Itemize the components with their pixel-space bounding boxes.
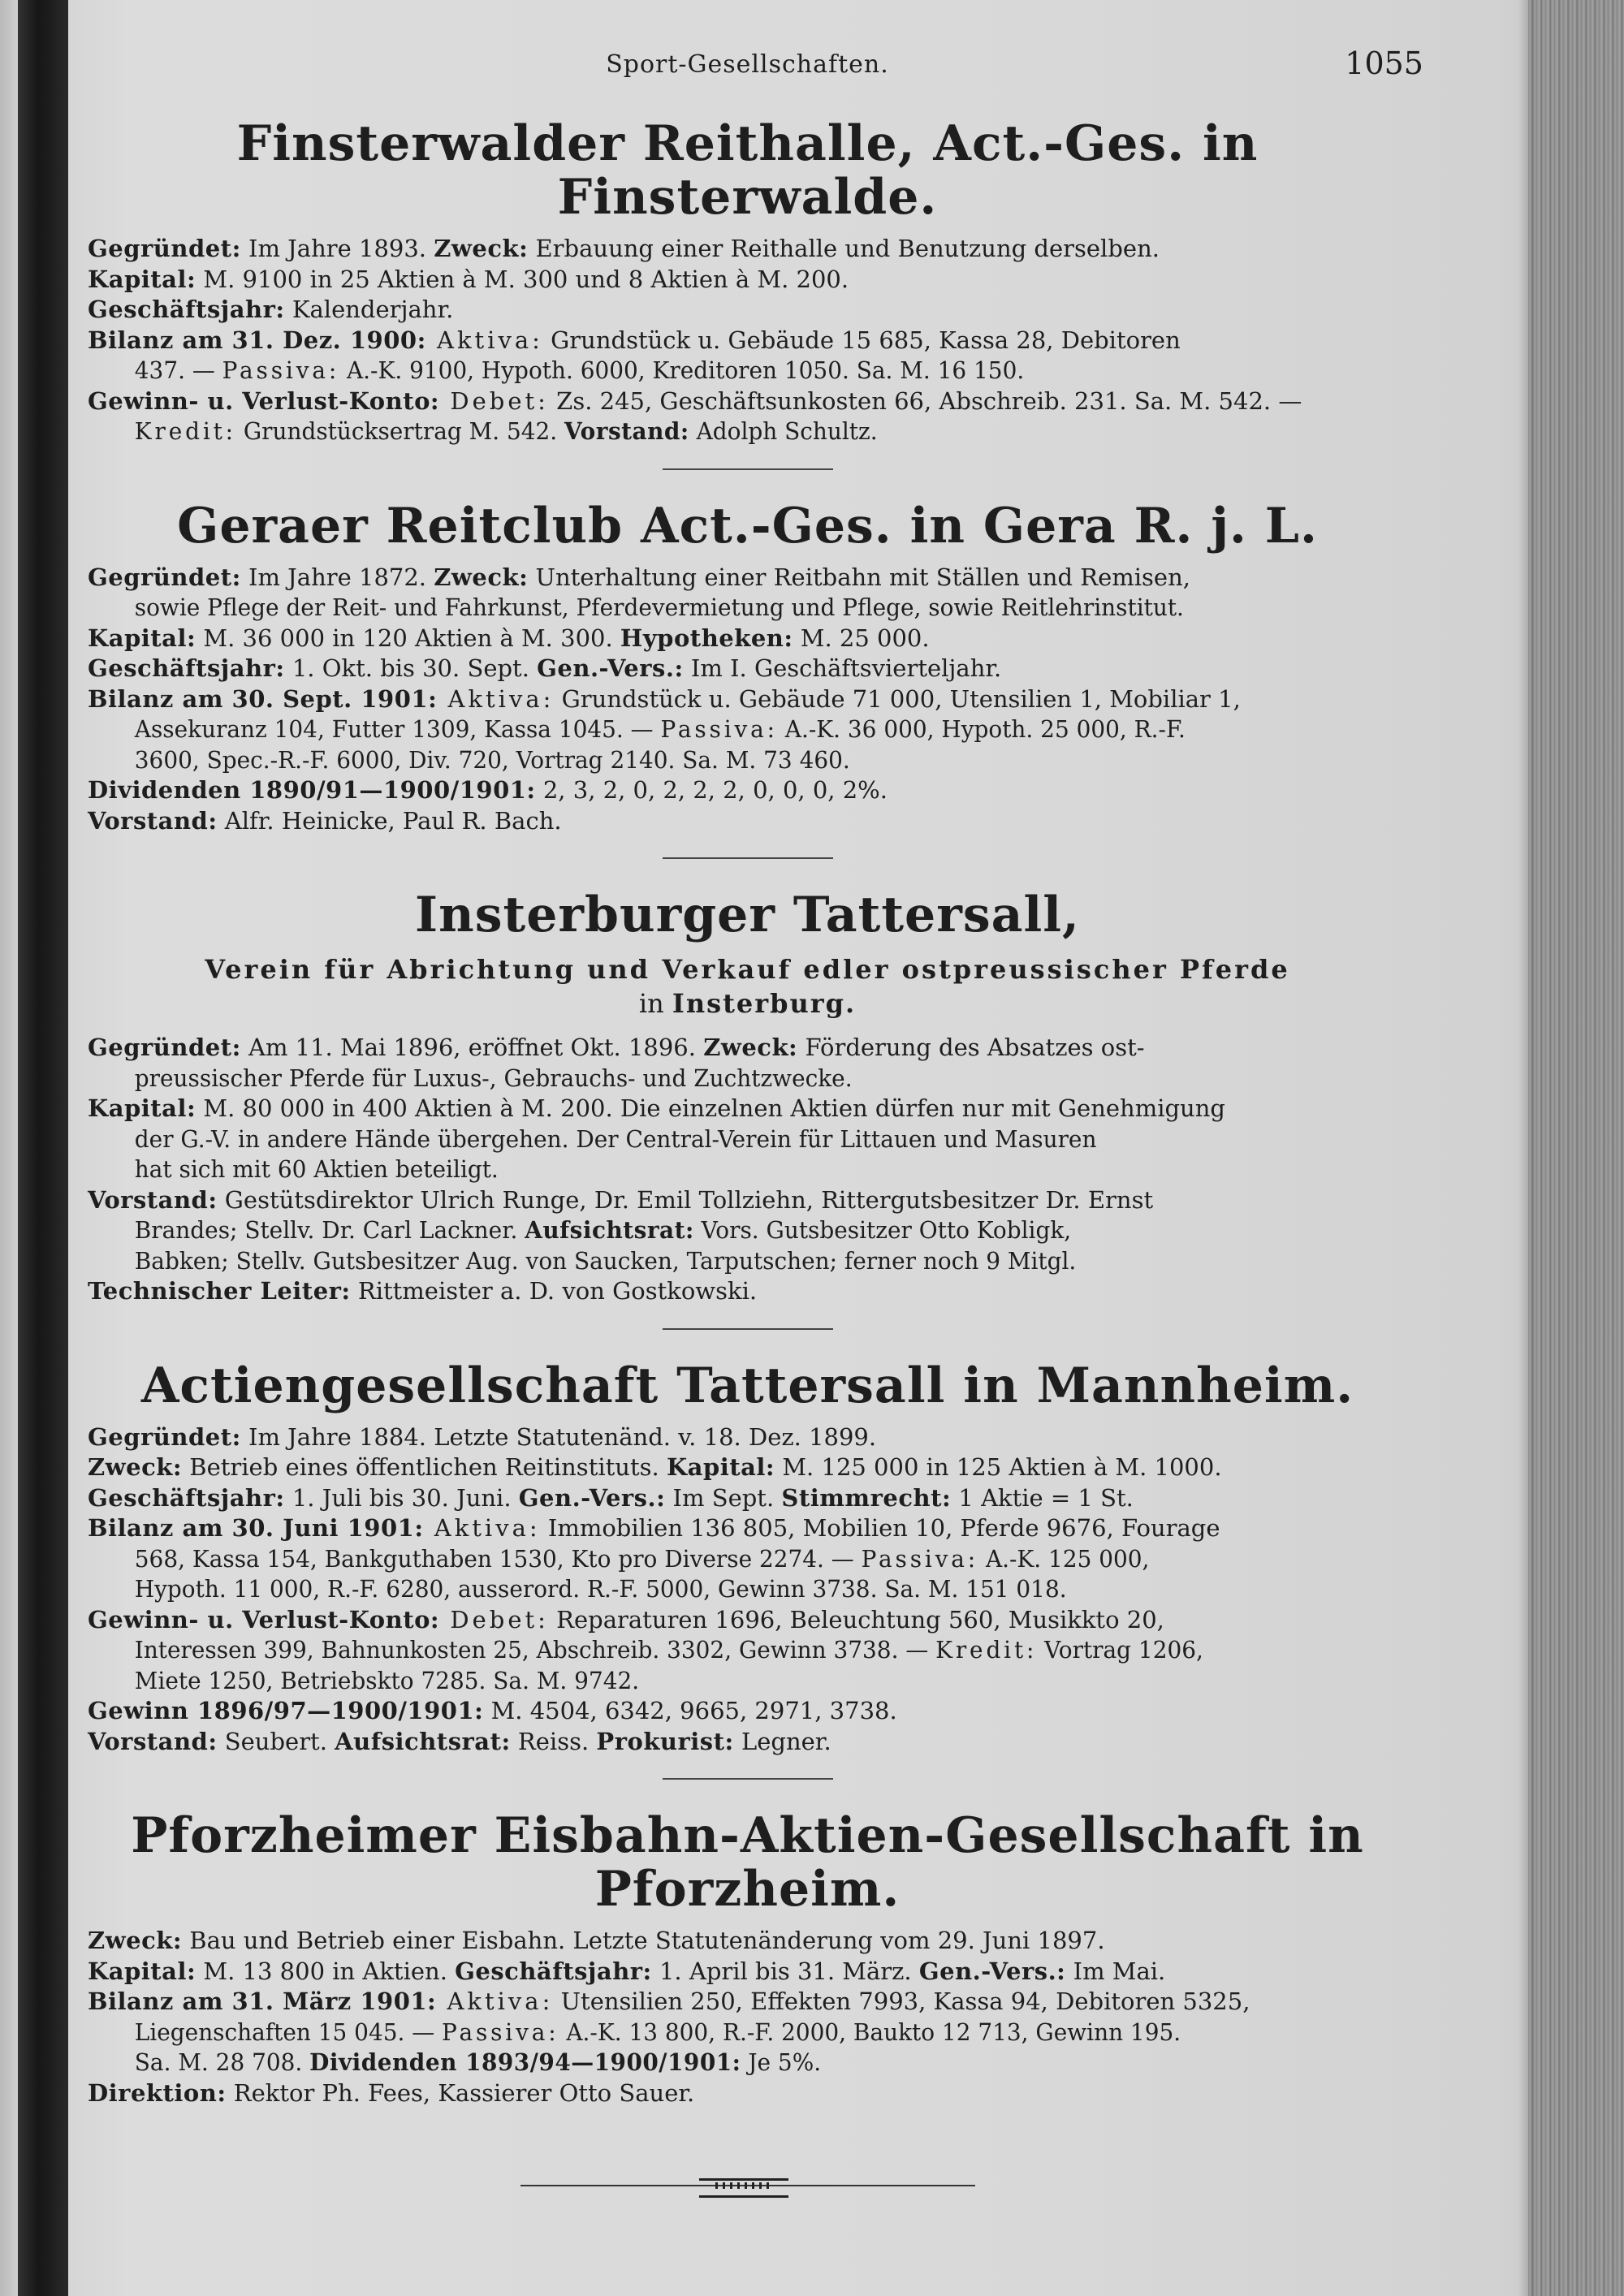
field-label: Dividenden 1893/94—1900/1901: xyxy=(309,2048,741,2076)
line-text: Liegenschaften 15 045. — xyxy=(134,2018,443,2046)
entry-line xyxy=(88,356,1358,386)
line-text: Adolph Schultz. xyxy=(689,417,878,445)
entry-line xyxy=(88,1033,1407,1064)
entry-line xyxy=(88,234,1407,265)
line-text: preussischer Pferde für Luxus-, Gebrauchs- und Zuchtzwecke. xyxy=(134,1064,853,1092)
spaced-label: Debet: xyxy=(439,1605,549,1634)
spaced-label: Aktiva: xyxy=(436,1987,554,2015)
entry-line xyxy=(88,1605,1407,1636)
line-text: Brandes; Stellv. Dr. Carl Lackner. xyxy=(134,1216,525,1244)
line-text: Rektor Ph. Fees, Kassierer Otto Sauer. xyxy=(226,2078,695,2107)
line-text: Betrieb eines öffentlichen Reitinstituts. xyxy=(182,1453,667,1481)
field-label: Geschäftsjahr: xyxy=(88,1483,285,1512)
entry-line xyxy=(88,1483,1407,1514)
field-label: Geschäftsjahr: xyxy=(88,296,285,323)
book-spine-shadow xyxy=(18,0,68,2296)
company-subtitle: Verein für Abrichtung und Verkauf edler ostpreussischer Pferde xyxy=(205,954,1290,985)
field-label: Stimmrecht: xyxy=(781,1483,952,1512)
running-head xyxy=(88,42,1423,83)
line-text: M. 25 000. xyxy=(793,624,930,652)
entry-line xyxy=(88,2018,1358,2048)
entry-line xyxy=(88,1727,1407,1758)
entry-line xyxy=(88,1094,1407,1124)
field-label: Gen.-Vers.: xyxy=(518,1483,666,1512)
line-text: Je 5%. xyxy=(741,2048,822,2076)
book-page-edges xyxy=(1528,0,1624,2296)
entry-line xyxy=(88,1154,1358,1185)
entry-line xyxy=(88,265,1407,296)
company-entry xyxy=(88,499,1407,837)
spaced-label: Aktiva: xyxy=(423,1514,541,1542)
spaced-label: Kredit: xyxy=(935,1636,1038,1664)
entry-line xyxy=(88,1666,1358,1697)
company-title: Pforzheimer Eisbahn-Aktien-Gesellschaft in Pforzheim. xyxy=(131,1807,1364,1918)
spaced-label: Passiva: xyxy=(861,1544,979,1573)
entry-line xyxy=(88,1452,1407,1483)
line-text: Miete 1250, Betriebskto 7285. Sa. M. 9742. xyxy=(134,1666,640,1694)
field-label: Geschäftsjahr: xyxy=(88,654,285,682)
location-prefix: in xyxy=(638,988,672,1019)
line-text: 1. Okt. bis 30. Sept. xyxy=(284,654,538,682)
line-text: Bau und Betrieb einer Eisbahn. Letzte Statutenänderung vom 29. Juni 1897. xyxy=(182,1927,1105,1954)
field-label: Bilanz am 30. Juni 1901: xyxy=(88,1514,424,1542)
entry-separator xyxy=(663,1328,833,1330)
page-content xyxy=(88,42,1423,2198)
line-text: der G.-V. in andere Hände übergehen. Der Central-Verein für Littauen und Masuren xyxy=(134,1124,1097,1153)
line-text: Interessen 399, Bahnunkosten 25, Abschreib. 3302, Gewinn 3738. — xyxy=(134,1636,936,1664)
field-label: Zweck: xyxy=(88,1927,183,1954)
field-label: Gegründet: xyxy=(88,1034,241,1061)
location-name: Insterburg. xyxy=(672,988,857,1019)
field-label: Aufsichtsrat: xyxy=(335,1727,511,1755)
entry-line xyxy=(88,1987,1407,2018)
entry-line xyxy=(88,326,1407,356)
entry-line xyxy=(88,1957,1407,1987)
spaced-label: Passiva: xyxy=(660,715,778,743)
line-text: Im I. Geschäftsvierteljahr. xyxy=(683,654,1002,682)
entry-line xyxy=(88,1185,1407,1216)
company-title: Finsterwalder Reithalle, Act.-Ges. in Finsterwalde. xyxy=(236,115,1259,226)
company-entry xyxy=(88,888,1407,1307)
company-entry xyxy=(88,1809,1407,2108)
entry-line xyxy=(88,593,1358,624)
entry-line xyxy=(88,1696,1407,1727)
company-title: Geraer Reitclub Act.-Ges. in Gera R. j. L. xyxy=(177,497,1318,555)
line-text: Assekuranz 104, Futter 1309, Kassa 1045. — xyxy=(134,715,661,743)
line-text: 568, Kassa 154, Bankguthaben 1530, Kto pro Diverse 2274. — xyxy=(134,1544,862,1573)
entries-list xyxy=(88,117,1407,2108)
entry-line xyxy=(88,1246,1358,1277)
entry-separator xyxy=(663,1778,833,1780)
line-text: M. 125 000 in 125 Aktien à M. 1000. xyxy=(775,1453,1222,1481)
line-text: hat sich mit 60 Aktien beteiligt. xyxy=(134,1155,499,1183)
entry-separator xyxy=(663,468,833,470)
field-label: Zweck: xyxy=(88,1453,183,1481)
entry-line xyxy=(88,714,1358,745)
field-label: Bilanz am 31. Dez. 1900: xyxy=(88,326,426,354)
field-label: Technischer Leiter: xyxy=(88,1277,351,1305)
line-text: Legner. xyxy=(733,1727,831,1755)
line-text: Grundstücksertrag M. 542. xyxy=(235,417,565,445)
entry-separator xyxy=(663,857,833,859)
line-text: M. 13 800 in Aktien. xyxy=(196,1957,456,1985)
line-text: Hypoth. 11 000, R.-F. 6280, ausserord. R.-F. 5000, Gewinn 3738. Sa. M. 151 018. xyxy=(134,1575,1067,1603)
page-number: 1055 xyxy=(1345,45,1423,81)
field-label: Gewinn 1896/97—1900/1901: xyxy=(88,1697,484,1724)
line-text: Babken; Stellv. Gutsbesitzer Aug. von Saucken, Tarputschen; ferner noch 9 Mitgl. xyxy=(134,1246,1077,1275)
line-text: 1 Aktie = 1 St. xyxy=(951,1483,1134,1512)
line-text: Im Mai. xyxy=(1065,1957,1166,1985)
line-text: 1. Juli bis 30. Juni. xyxy=(284,1483,519,1512)
entry-line xyxy=(88,1544,1358,1575)
line-text: Vors. Gutsbesitzer Otto Kobligk, xyxy=(693,1216,1072,1244)
entry-line xyxy=(88,1574,1358,1605)
line-text: 437. — xyxy=(134,356,222,384)
field-label: Vorstand: xyxy=(88,1727,218,1755)
field-label: Prokurist: xyxy=(596,1727,734,1755)
entry-line xyxy=(88,745,1358,776)
end-ornament xyxy=(520,2173,975,2198)
line-text: 2, 3, 2, 0, 2, 2, 2, 0, 0, 0, 2%. xyxy=(535,776,888,804)
line-text: A.-K. 36 000, Hypoth. 25 000, R.-F. xyxy=(777,715,1186,743)
field-label: Hypotheken: xyxy=(620,624,793,652)
spaced-label: Debet: xyxy=(439,386,549,415)
line-text: Alfr. Heinicke, Paul R. Bach. xyxy=(217,806,562,835)
line-text: Im Jahre 1884. Letzte Statutenänd. v. 18. Dez. 1899. xyxy=(240,1422,877,1451)
entry-line xyxy=(88,386,1407,417)
entry-line xyxy=(88,1513,1407,1544)
entry-line xyxy=(88,2078,1407,2109)
entry-line xyxy=(88,1422,1407,1453)
spaced-label: Passiva: xyxy=(222,356,340,384)
line-text: Im Jahre 1893. xyxy=(240,235,434,262)
field-label: Vorstand: xyxy=(564,417,689,445)
spaced-label: Aktiva: xyxy=(437,684,555,713)
line-text: Zs. 245, Geschäftsunkosten 66, Abschreib. 231. Sa. M. 542. — xyxy=(548,386,1302,415)
line-text: M. 4504, 6342, 9665, 2971, 3738. xyxy=(483,1697,897,1724)
field-label: Gen.-Vers.: xyxy=(918,1957,1066,1985)
field-label: Gen.-Vers.: xyxy=(537,654,684,682)
field-label: Gegründet: xyxy=(88,235,241,262)
line-text: Utensilien 250, Effekten 7993, Kassa 94, Debitoren 5325, xyxy=(553,1987,1250,2015)
entry-line xyxy=(88,1124,1358,1155)
line-text: Grundstück u. Gebäude 15 685, Kassa 28, Debitoren xyxy=(542,326,1181,354)
field-label: Kapital: xyxy=(88,265,197,293)
field-label: Bilanz am 30. Sept. 1901: xyxy=(88,684,438,713)
line-text: Gestütsdirektor Ulrich Runge, Dr. Emil Tollziehn, Rittergutsbesitzer Dr. Ernst xyxy=(217,1185,1154,1214)
spaced-label: Kredit: xyxy=(134,417,236,445)
field-label: Kapital: xyxy=(88,624,197,652)
field-label: Vorstand: xyxy=(88,1185,218,1214)
line-text: sowie Pflege der Reit- und Fahrkunst, Pferdevermietung und Pflege, sowie Reitlehrinstitut. xyxy=(134,593,1184,621)
field-label: Kapital: xyxy=(88,1094,197,1122)
company-location xyxy=(88,987,1407,1020)
entry-line xyxy=(88,1215,1358,1246)
field-label: Bilanz am 31. März 1901: xyxy=(88,1987,437,2015)
field-label: Zweck: xyxy=(434,563,529,591)
field-label: Geschäftsjahr: xyxy=(455,1957,652,1985)
company-entry xyxy=(88,1359,1407,1758)
field-label: Vorstand: xyxy=(88,806,218,835)
field-label: Gegründet: xyxy=(88,563,241,591)
field-label: Gewinn- u. Verlust-Konto: xyxy=(88,386,440,415)
entry-line xyxy=(88,1276,1407,1307)
line-text: Unterhaltung einer Reitbahn mit Ställen und Remisen, xyxy=(528,563,1190,591)
field-label: Dividenden 1890/91—1900/1901: xyxy=(88,776,536,804)
field-label: Gegründet: xyxy=(88,1422,241,1451)
page-left-margin xyxy=(0,0,18,2296)
line-text: M. 80 000 in 400 Aktien à M. 200. Die einzelnen Aktien dürfen nur mit Genehmigung xyxy=(196,1094,1225,1122)
entry-line xyxy=(88,1635,1358,1666)
line-text: M. 36 000 in 120 Aktien à M. 300. xyxy=(196,624,620,652)
line-text: 1. April bis 31. März. xyxy=(651,1957,919,1985)
entry-line xyxy=(88,295,1407,326)
line-text: Förderung des Absatzes ost- xyxy=(797,1034,1145,1061)
line-text: Reparaturen 1696, Beleuchtung 560, Musikkto 20, xyxy=(548,1605,1164,1634)
line-text: M. 9100 in 25 Aktien à M. 300 und 8 Aktien à M. 200. xyxy=(196,265,849,293)
field-label: Kapital: xyxy=(666,1453,775,1481)
line-text: Im Sept. xyxy=(665,1483,782,1512)
line-text: Am 11. Mai 1896, eröffnet Okt. 1896. xyxy=(240,1034,704,1061)
entry-line xyxy=(88,563,1407,593)
entry-line xyxy=(88,624,1407,654)
line-text: Kalenderjahr. xyxy=(284,296,454,323)
entry-line xyxy=(88,1064,1358,1094)
line-text: A.-K. 125 000, xyxy=(978,1544,1150,1573)
field-label: Zweck: xyxy=(434,235,529,262)
line-text: Immobilien 136 805, Mobilien 10, Pferde 9676, Fourage xyxy=(540,1514,1220,1542)
line-text: Sa. M. 28 708. xyxy=(134,2048,310,2076)
field-label: Aufsichtsrat: xyxy=(525,1216,694,1244)
line-text: A.-K. 13 800, R.-F. 2000, Baukto 12 713, Gewinn 195. xyxy=(559,2018,1181,2046)
line-text: Im Jahre 1872. xyxy=(240,563,434,591)
field-label: Direktion: xyxy=(88,2078,227,2107)
company-title: Actiengesellschaft Tattersall in Mannheim. xyxy=(140,1357,1354,1414)
company-title: Insterburger Tattersall, xyxy=(415,887,1080,943)
line-text: Seubert. xyxy=(217,1727,335,1755)
entry-line xyxy=(88,416,1358,447)
entry-line xyxy=(88,2048,1358,2078)
line-text: A.-K. 9100, Hypoth. 6000, Kreditoren 1050. Sa. M. 16 150. xyxy=(339,356,1025,384)
entry-line xyxy=(88,775,1407,806)
line-text: Rittmeister a. D. von Gostkowski. xyxy=(350,1277,758,1305)
line-text: Reiss. xyxy=(510,1727,597,1755)
section-title: Sport-Gesellschaften. xyxy=(606,50,889,79)
field-label: Gewinn- u. Verlust-Konto: xyxy=(88,1605,440,1634)
spaced-label: Aktiva: xyxy=(425,326,543,354)
entry-line xyxy=(88,1926,1407,1957)
line-text: Grundstück u. Gebäude 71 000, Utensilien 1, Mobiliar 1, xyxy=(554,684,1241,713)
field-label: Zweck: xyxy=(703,1034,798,1061)
field-label: Kapital: xyxy=(88,1957,197,1985)
entry-line xyxy=(88,806,1407,837)
entry-line xyxy=(88,654,1407,684)
line-text: Erbauung einer Reithalle und Benutzung derselben. xyxy=(528,235,1160,262)
line-text: Vortrag 1206, xyxy=(1037,1636,1203,1664)
line-text: 3600, Spec.-R.-F. 6000, Div. 720, Vortrag 2140. Sa. M. 73 460. xyxy=(134,745,850,774)
company-entry xyxy=(88,117,1407,447)
entry-line xyxy=(88,684,1407,715)
spaced-label: Passiva: xyxy=(442,2018,559,2046)
